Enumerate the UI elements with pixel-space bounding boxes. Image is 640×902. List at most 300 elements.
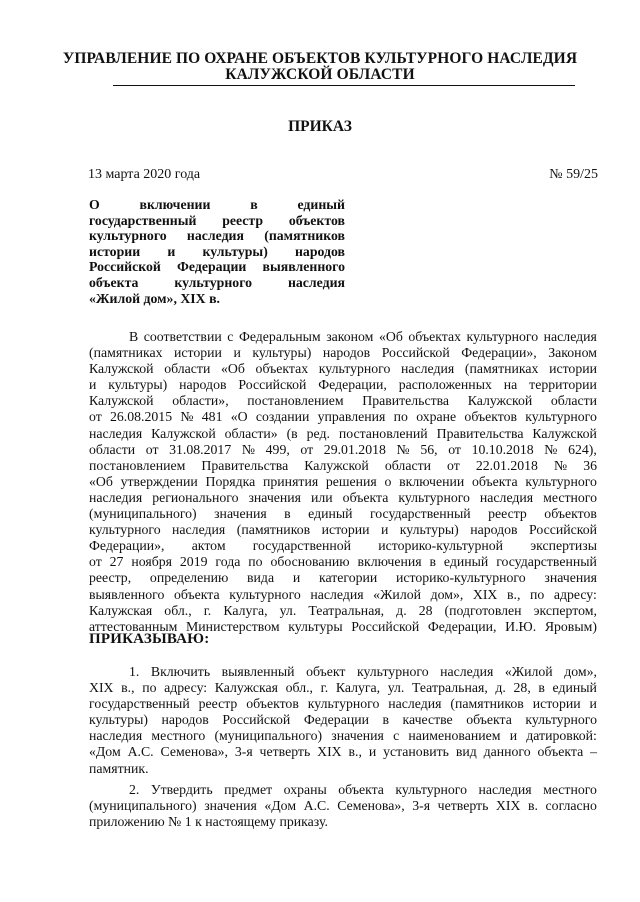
item1-word: ул. bbox=[387, 680, 405, 696]
item1-word: объект bbox=[306, 664, 346, 679]
preamble-line bbox=[89, 361, 597, 377]
item1-word: данного bbox=[483, 744, 531, 760]
preamble-word: и bbox=[233, 345, 241, 361]
item2-line bbox=[89, 798, 597, 814]
preamble-word: 27 bbox=[109, 554, 124, 570]
preamble-word: области bbox=[164, 361, 211, 377]
preamble-word: или bbox=[311, 489, 333, 505]
preamble-word: (памятниках bbox=[89, 345, 163, 361]
subject-line bbox=[89, 259, 345, 275]
preamble-word: объектах bbox=[255, 361, 309, 377]
preamble-word: И.Ю. bbox=[505, 618, 537, 634]
preamble-word: объектах bbox=[408, 329, 461, 344]
subject-word: в bbox=[250, 197, 258, 212]
preamble-word: постановлением bbox=[89, 457, 186, 473]
item1-word: единый bbox=[552, 680, 597, 696]
preamble-word: № bbox=[553, 457, 568, 473]
preamble-word: № bbox=[241, 441, 256, 457]
preamble-lines bbox=[89, 329, 597, 635]
item1-line bbox=[89, 680, 597, 696]
preamble-word: культурного bbox=[525, 473, 597, 489]
preamble-word: наследия bbox=[89, 489, 143, 505]
subject-line bbox=[89, 228, 345, 244]
preamble-word: единый bbox=[308, 506, 353, 522]
subject-word: истории bbox=[89, 243, 141, 259]
item1-word: г. bbox=[320, 680, 329, 696]
preamble-word: д. bbox=[396, 602, 407, 618]
decree-heading: ПРИКАЗЫВАЮ: bbox=[89, 631, 210, 647]
preamble-word: культуры) bbox=[252, 345, 312, 361]
preamble-word: народов bbox=[470, 522, 518, 538]
preamble-word: постановлений bbox=[338, 425, 428, 441]
preamble-word: культурного bbox=[229, 586, 301, 602]
preamble-word: от bbox=[448, 441, 461, 457]
preamble-word: наследия bbox=[479, 489, 534, 505]
preamble-word: определению bbox=[149, 570, 229, 586]
preamble-word: объекта bbox=[173, 586, 220, 602]
preamble-word: законом bbox=[326, 329, 374, 344]
item1-word: Семенова», bbox=[160, 744, 228, 760]
preamble-word: постановлением bbox=[247, 393, 344, 409]
preamble-word: Федерации, bbox=[427, 618, 497, 634]
preamble-word: культуры) bbox=[108, 377, 168, 393]
item1-word: дом», bbox=[564, 664, 597, 679]
preamble-line bbox=[89, 458, 597, 474]
item2-word: А.С. bbox=[303, 797, 330, 813]
preamble-word: расположенных bbox=[398, 377, 492, 393]
preamble-word: области bbox=[550, 393, 597, 409]
preamble-word: в bbox=[429, 554, 436, 570]
preamble-word: с bbox=[227, 329, 234, 344]
preamble-word: обл., bbox=[164, 602, 192, 618]
preamble-word: области bbox=[89, 441, 136, 457]
preamble-word: выявленного bbox=[89, 586, 165, 602]
item1-line bbox=[89, 712, 597, 728]
preamble-word: регионального bbox=[152, 489, 239, 505]
preamble-word: Законом bbox=[548, 345, 597, 361]
subject-word: (памятников bbox=[264, 228, 345, 244]
subject-word: объектов bbox=[288, 212, 345, 228]
item1-word: XIX bbox=[317, 744, 342, 760]
item1-word: качестве bbox=[402, 712, 453, 728]
item1-word: 28, bbox=[513, 680, 531, 696]
item2-word: значения bbox=[204, 797, 257, 813]
preamble-line bbox=[89, 377, 597, 393]
preamble-word: государственный bbox=[496, 554, 597, 570]
preamble-word: культуры) bbox=[399, 522, 459, 538]
preamble-word: Российской bbox=[529, 522, 597, 538]
item1-line bbox=[89, 728, 597, 744]
preamble-word: наследия bbox=[310, 586, 364, 602]
preamble-word: объектов bbox=[464, 409, 518, 425]
preamble-word: наследия bbox=[172, 522, 226, 538]
preamble-word: наследия bbox=[89, 425, 143, 441]
header-underline bbox=[113, 85, 575, 86]
document-title: ПРИКАЗ bbox=[288, 118, 352, 135]
preamble-word: значения bbox=[544, 570, 597, 586]
preamble-word: (в bbox=[286, 425, 298, 441]
item2-word: предмет bbox=[224, 781, 273, 797]
preamble-word: XIX bbox=[472, 586, 498, 602]
preamble-word: Калуга, bbox=[223, 602, 268, 618]
preamble-word: о bbox=[384, 473, 392, 489]
preamble-word: включения bbox=[357, 554, 422, 570]
subject-word: и bbox=[167, 243, 176, 259]
subject-line bbox=[89, 244, 345, 260]
preamble-word: «Об bbox=[221, 361, 245, 377]
preamble-word: историко-культурной bbox=[378, 538, 504, 554]
item1-word: наследия bbox=[89, 728, 143, 744]
preamble-word: Правительства bbox=[436, 425, 524, 441]
preamble-word: государственной bbox=[252, 538, 352, 554]
preamble-line bbox=[89, 603, 597, 619]
preamble-word: адресу: bbox=[553, 586, 597, 602]
preamble-word: от bbox=[145, 441, 159, 457]
preamble-word: объектов bbox=[544, 506, 597, 522]
preamble-word: реестр bbox=[488, 506, 527, 522]
item1-line bbox=[89, 696, 597, 712]
item1-word: реестр bbox=[198, 696, 238, 712]
preamble-line bbox=[89, 554, 597, 570]
preamble-word: Федерации», bbox=[89, 538, 165, 554]
preamble-word: Правительства bbox=[362, 393, 450, 409]
item1-word: А.С. bbox=[127, 744, 154, 760]
preamble-word: 2019 bbox=[179, 554, 208, 570]
item1-word: культурного bbox=[357, 664, 429, 679]
item1-word: и bbox=[589, 696, 597, 712]
preamble-line bbox=[89, 442, 597, 458]
item1-word: наследия bbox=[440, 664, 494, 679]
preamble-word: местного bbox=[543, 489, 597, 505]
item1-word: объекта bbox=[537, 744, 584, 760]
preamble-word: Российской bbox=[351, 618, 420, 634]
preamble-word: Калужской bbox=[467, 393, 533, 409]
item2-word: 3-я bbox=[412, 797, 431, 813]
item2-word: Утвердить bbox=[150, 781, 213, 797]
preamble-word: объекта bbox=[342, 489, 389, 505]
order-item-1 bbox=[89, 664, 597, 761]
item2-word: «Дом bbox=[264, 797, 297, 813]
preamble-word: вида bbox=[247, 570, 275, 586]
subject-word: выявленного bbox=[262, 259, 345, 275]
preamble-word: от bbox=[89, 554, 102, 570]
preamble-word: 36 bbox=[583, 457, 597, 473]
preamble-line bbox=[89, 506, 597, 522]
item1-word: XIX bbox=[89, 680, 114, 696]
preamble-word: культурного bbox=[525, 409, 597, 425]
item1-word: и bbox=[509, 728, 518, 744]
item2-word: охраны bbox=[283, 781, 327, 797]
item1-word: значения bbox=[331, 728, 384, 744]
preamble-line bbox=[89, 538, 597, 554]
subject-word: наследия bbox=[287, 274, 345, 290]
subject-word: единый bbox=[297, 197, 345, 212]
preamble-word: (памятников bbox=[236, 522, 311, 538]
preamble-line bbox=[89, 409, 597, 425]
item1-word: выявленный bbox=[221, 664, 295, 679]
order-item-2-last-line: приложению № 1 к настоящему приказу. bbox=[89, 813, 328, 829]
order-item-1-last-line: памятник. bbox=[89, 760, 149, 776]
preamble-word: Калужской bbox=[89, 393, 154, 409]
subject-word: включении bbox=[139, 197, 211, 212]
organization-name-line-1: УПРАВЛЕНИЕ ПО ОХРАНЕ ОБЪЕКТОВ КУЛЬТУРНОГО НАСЛЕДИЯ bbox=[62, 50, 578, 67]
item2-word: 2. bbox=[129, 781, 140, 797]
item1-word: в bbox=[538, 680, 545, 696]
preamble-line bbox=[89, 522, 597, 538]
preamble-word: 10.10.2018 bbox=[471, 441, 534, 457]
subject-word: Российской bbox=[89, 259, 161, 275]
preamble-word: Калужской bbox=[89, 361, 154, 377]
subject-word: культуры) bbox=[202, 243, 268, 259]
preamble-line bbox=[89, 329, 597, 345]
preamble-word: охране bbox=[416, 409, 457, 425]
preamble-word: народов bbox=[322, 345, 371, 361]
preamble-word: дом», bbox=[430, 586, 464, 602]
item1-word: истории bbox=[532, 696, 581, 712]
preamble-word: экспертом, bbox=[533, 602, 597, 618]
preamble-word: экспертизы bbox=[530, 538, 597, 554]
item1-word: Театральная, bbox=[411, 680, 488, 696]
subject-line bbox=[89, 213, 345, 229]
preamble-word: реестр, bbox=[89, 570, 132, 586]
order-subject bbox=[89, 197, 345, 306]
preamble-paragraph bbox=[89, 329, 597, 635]
preamble-word: Калужская bbox=[89, 602, 153, 618]
preamble-word: «Об bbox=[378, 329, 403, 344]
item1-word: культурного bbox=[307, 696, 380, 712]
preamble-word: области bbox=[384, 457, 431, 473]
preamble-word: Министерством bbox=[186, 618, 280, 634]
preamble-word: единый bbox=[443, 554, 489, 570]
preamble-line bbox=[89, 474, 597, 490]
preamble-word: «Жилой bbox=[373, 586, 421, 602]
item1-word: наименованием bbox=[408, 728, 501, 744]
subject-word: Федерации bbox=[177, 259, 247, 275]
preamble-word: 29.01.2018 bbox=[323, 441, 386, 457]
item1-word: (памятников bbox=[450, 696, 524, 712]
item1-word: объектов bbox=[246, 696, 299, 712]
subject-last-line: «Жилой дом», XIX в. bbox=[89, 290, 220, 306]
item1-word: «Дом bbox=[89, 744, 121, 760]
preamble-word: Порядка bbox=[205, 473, 256, 489]
item1-word: Калуга, bbox=[335, 680, 381, 696]
item1-word: Федерации bbox=[303, 712, 369, 728]
item2-word: Семенова», bbox=[337, 797, 405, 813]
item1-word: государственный bbox=[89, 696, 190, 712]
preamble-word: категории bbox=[318, 570, 378, 586]
preamble-word: и bbox=[380, 522, 389, 538]
preamble-word: года bbox=[215, 554, 241, 570]
subject-line bbox=[89, 197, 345, 213]
preamble-word: от bbox=[89, 409, 102, 425]
item1-word: объекта bbox=[466, 712, 512, 728]
preamble-word: значения bbox=[248, 489, 302, 505]
preamble-word: аттестованным bbox=[89, 618, 178, 634]
preamble-word: культурного bbox=[466, 329, 539, 344]
preamble-word: культуры bbox=[288, 618, 343, 634]
subject-word: наследия bbox=[186, 228, 244, 244]
order-item-2 bbox=[89, 782, 597, 814]
preamble-word: по bbox=[529, 586, 545, 602]
preamble-word: Федерации», bbox=[461, 345, 537, 361]
preamble-word: решения bbox=[325, 473, 377, 489]
item2-word: (муниципального) bbox=[89, 797, 197, 813]
subject-word: О bbox=[89, 197, 100, 212]
item2-word: наследия bbox=[478, 781, 532, 797]
document-number: № 59/25 bbox=[549, 167, 598, 182]
preamble-word: Калужской bbox=[151, 425, 216, 441]
preamble-word: «О bbox=[230, 409, 248, 425]
preamble-word: утверждении bbox=[120, 473, 198, 489]
preamble-word: № bbox=[180, 409, 194, 425]
preamble-word: наследия bbox=[543, 329, 597, 344]
preamble-word: г. bbox=[203, 602, 212, 618]
preamble-word: управления bbox=[317, 409, 386, 425]
item2-line bbox=[89, 782, 597, 798]
preamble-word: народов bbox=[179, 377, 227, 393]
document-date: 13 марта 2020 года bbox=[88, 167, 201, 182]
preamble-word: культурного bbox=[398, 489, 470, 505]
preamble-word: Федерации, bbox=[318, 377, 387, 393]
item1-word: местного bbox=[151, 728, 206, 744]
item1-word: (муниципального) bbox=[214, 728, 323, 744]
item1-word: культуры) bbox=[89, 712, 148, 728]
item1-word: – bbox=[590, 744, 597, 760]
preamble-word: по bbox=[248, 554, 263, 570]
preamble-word: Калужской bbox=[304, 457, 369, 473]
preamble-word: от bbox=[447, 457, 460, 473]
preamble-word: от bbox=[300, 441, 314, 457]
preamble-word: соответствии bbox=[143, 329, 222, 344]
item2-word: XIX bbox=[495, 797, 521, 813]
item1-word: Включить bbox=[150, 664, 211, 679]
item1-line bbox=[89, 744, 597, 760]
preamble-word: государственный bbox=[369, 506, 471, 522]
subject-justified-lines bbox=[89, 197, 345, 291]
item1-word: Калужская bbox=[214, 680, 279, 696]
preamble-word: В bbox=[129, 329, 139, 344]
item1-word: Российской bbox=[222, 712, 291, 728]
item1-word: культурного bbox=[525, 712, 597, 728]
item1-word: «Жилой bbox=[504, 664, 553, 679]
preamble-word: создании bbox=[255, 409, 310, 425]
subject-word: народов bbox=[294, 243, 345, 259]
preamble-word: 481 bbox=[201, 409, 223, 425]
item1-word: адресу: bbox=[164, 680, 208, 696]
item2-word: культурного bbox=[395, 781, 467, 797]
preamble-word: № bbox=[544, 441, 558, 457]
preamble-word: 22.01.2018 bbox=[475, 457, 538, 473]
subject-word: культурного bbox=[89, 228, 167, 244]
preamble-word: «Об bbox=[89, 473, 113, 489]
subject-word: объекта bbox=[89, 274, 139, 290]
preamble-word: ноября bbox=[131, 554, 172, 570]
preamble-word: 499, bbox=[265, 441, 290, 457]
preamble-line bbox=[89, 570, 597, 586]
order-items bbox=[89, 664, 597, 830]
preamble-word: Яровым) bbox=[544, 618, 597, 634]
subject-word: культурного bbox=[174, 274, 253, 290]
preamble-word: культурного bbox=[89, 522, 161, 538]
preamble-word: Российской bbox=[238, 377, 307, 393]
preamble-word: области», bbox=[172, 393, 229, 409]
preamble-word: 28 bbox=[418, 602, 433, 618]
preamble-word: принятия bbox=[263, 473, 319, 489]
item1-word: установить bbox=[383, 744, 449, 760]
preamble-word: ред. bbox=[306, 425, 330, 441]
subject-line bbox=[89, 275, 345, 291]
preamble-word: 26.08.2015 bbox=[110, 409, 173, 425]
subject-word: реестр bbox=[222, 212, 264, 228]
preamble-line bbox=[89, 426, 597, 442]
preamble-word: и bbox=[89, 377, 97, 393]
item2-word: четверть bbox=[437, 797, 489, 813]
preamble-line bbox=[89, 490, 597, 506]
item1-word: вид bbox=[455, 744, 477, 760]
item1-word: обл., bbox=[285, 680, 313, 696]
preamble-word: культурного bbox=[318, 361, 391, 377]
item1-word: по bbox=[142, 680, 157, 696]
preamble-word: ул. bbox=[279, 602, 297, 618]
item1-word: наследия bbox=[388, 696, 442, 712]
preamble-word: историко-культурного bbox=[396, 570, 526, 586]
preamble-word: истории bbox=[174, 345, 222, 361]
item1-word: 3-я bbox=[234, 744, 253, 760]
preamble-word: наследия bbox=[401, 361, 455, 377]
preamble-word: (муниципального) bbox=[89, 506, 197, 522]
item2-word: согласно bbox=[545, 797, 597, 813]
preamble-word: № bbox=[396, 441, 410, 457]
item2-word: местного bbox=[543, 781, 597, 797]
item1-word: народов bbox=[161, 712, 209, 728]
preamble-word: Калужской bbox=[532, 425, 597, 441]
preamble-word: (памятниках bbox=[464, 361, 539, 377]
preamble-word: в., bbox=[506, 586, 521, 602]
preamble-word: 624), bbox=[568, 441, 597, 457]
item1-word: датировкой: bbox=[526, 728, 597, 744]
subject-word: государственный bbox=[89, 212, 197, 228]
preamble-word: и bbox=[292, 570, 301, 586]
item1-line bbox=[89, 664, 597, 680]
preamble-word: Правительства bbox=[201, 457, 289, 473]
preamble-word: включении bbox=[399, 473, 465, 489]
preamble-line bbox=[89, 345, 597, 361]
preamble-word: истории bbox=[321, 522, 370, 538]
preamble-word: в bbox=[284, 506, 291, 522]
preamble-word: на bbox=[503, 377, 518, 393]
item1-word: 1. bbox=[129, 664, 140, 679]
preamble-line bbox=[89, 587, 597, 603]
preamble-line bbox=[89, 393, 597, 409]
preamble-word: актом bbox=[191, 538, 226, 554]
item1-word: в., bbox=[348, 744, 362, 760]
item1-word: д. bbox=[495, 680, 506, 696]
preamble-word: территории bbox=[529, 377, 597, 393]
item2-word: объекта bbox=[338, 781, 384, 797]
item2-word: в. bbox=[528, 797, 538, 813]
preamble-word: Театральная, bbox=[308, 602, 385, 618]
item1-word: в., bbox=[121, 680, 135, 696]
preamble-word: Федеральным bbox=[238, 329, 321, 344]
item1-word: и bbox=[368, 744, 377, 760]
preamble-word: по bbox=[393, 409, 408, 425]
preamble-word: значения bbox=[214, 506, 267, 522]
preamble-word: (подготовлен bbox=[444, 602, 522, 618]
preamble-word: 56, bbox=[420, 441, 438, 457]
item1-word: в bbox=[382, 712, 389, 728]
preamble-word: 31.08.2017 bbox=[169, 441, 232, 457]
preamble-word: обоснованию bbox=[270, 554, 350, 570]
